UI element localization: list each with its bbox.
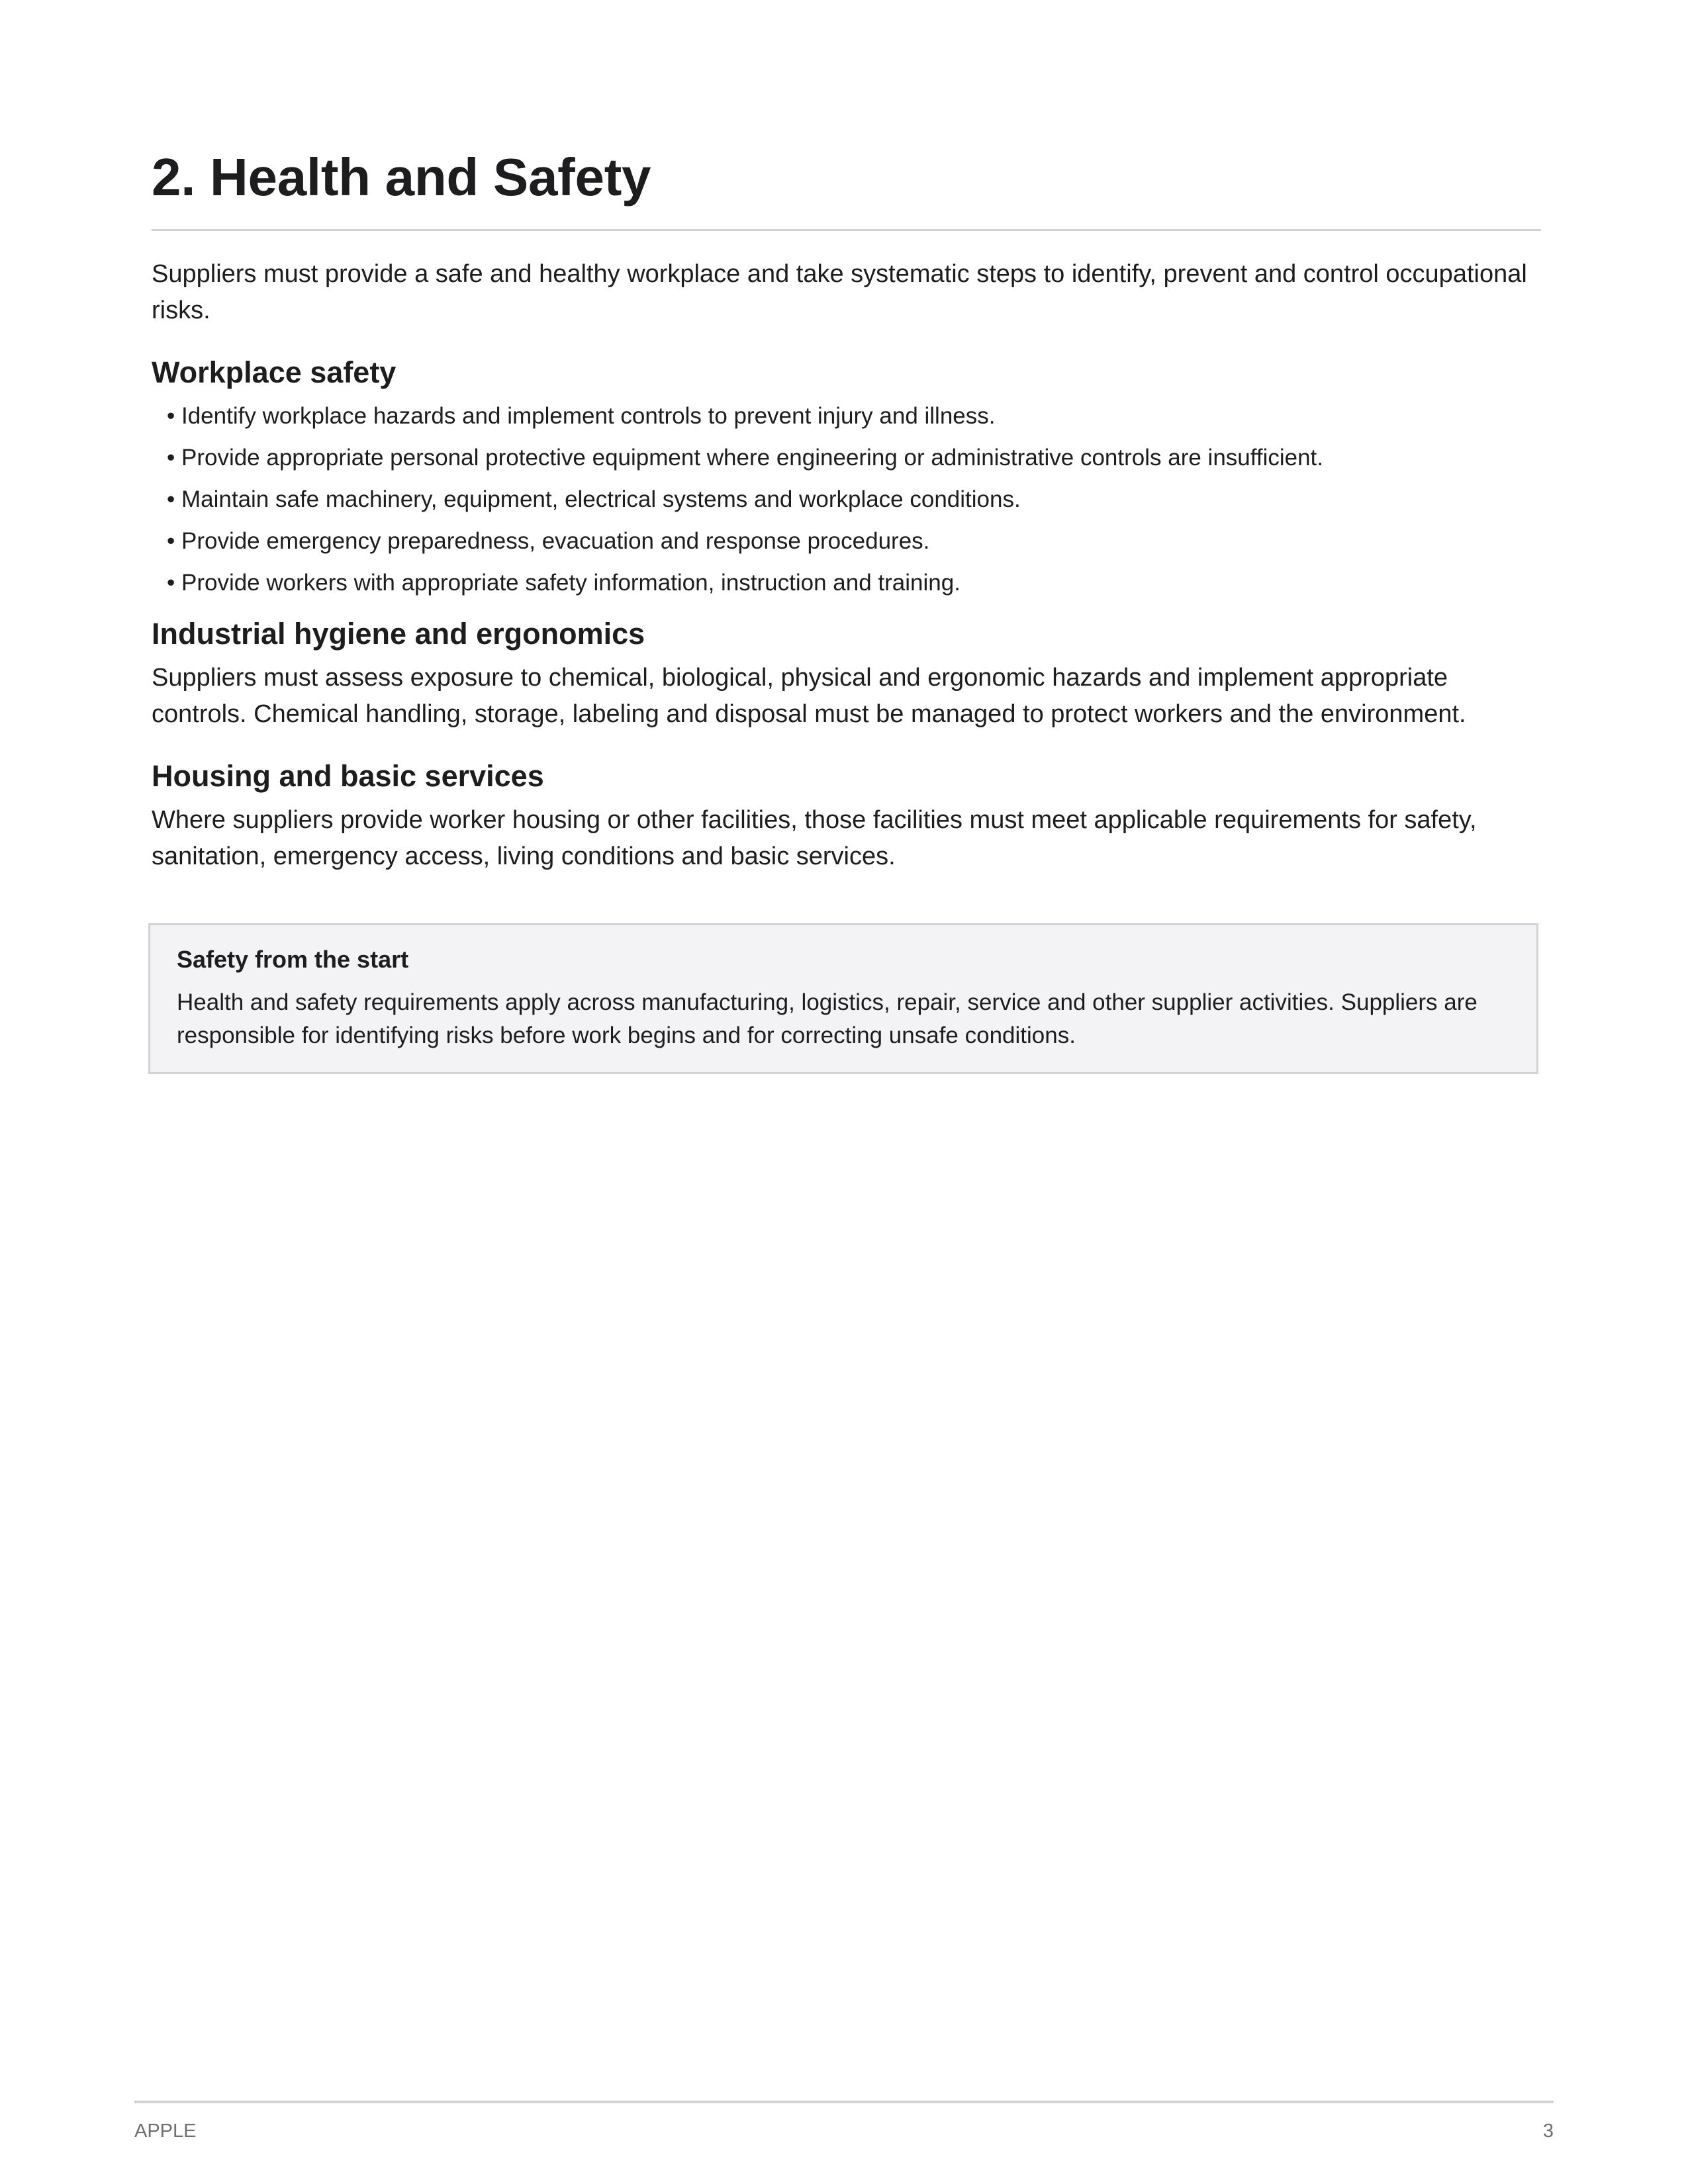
workplace-safety-heading: Workplace safety [152, 355, 397, 389]
industrial-hygiene-paragraph: Suppliers must assess exposure to chemical, biological, physical and ergonomic hazards and implement appropriate controls. Chemical handling, storage, labeling and disposal must be managed to protect workers and the environment. [152, 664, 1466, 728]
industrial-hygiene-heading: Industrial hygiene and ergonomics [152, 617, 645, 651]
footer-brand: APPLE [134, 2120, 197, 2142]
list-item: • Maintain safe machinery, equipment, electrical systems and workplace conditions. [167, 486, 1021, 512]
list-item: • Provide emergency preparedness, evacuation and response procedures. [167, 528, 930, 554]
list-item: • Provide appropriate personal protective equipment where engineering or administrative controls are insufficient. [167, 445, 1324, 471]
page-title: 2. Health and Safety [152, 148, 651, 206]
page-number: 3 [1542, 2120, 1554, 2142]
housing-heading: Housing and basic services [152, 759, 544, 793]
list-item: • Provide workers with appropriate safety information, instruction and training. [167, 570, 961, 596]
callout-body: Health and safety requirements apply across manufacturing, logistics, repair, service and other supplier activities. Suppliers are responsible for identifying risks before work begins and for correcting unsafe conditions. [177, 989, 1477, 1048]
workplace-safety-list [152, 400, 1542, 600]
footer-divider [134, 2101, 1554, 2103]
title-divider [152, 229, 1541, 231]
document-page [152, 146, 1542, 875]
callout-title: Safety from the start [177, 946, 409, 973]
intro-paragraph: Suppliers must provide a safe and healthy workplace and take systematic steps to identify, prevent and control occupational risks. [152, 260, 1527, 324]
safety-callout-box [148, 923, 1538, 1074]
list-item: • Identify workplace hazards and implement controls to prevent injury and illness. [167, 403, 996, 429]
housing-paragraph: Where suppliers provide worker housing or other facilities, those facilities must meet applicable requirements for safety, sanitation, emergency access, living conditions and basic services. [152, 806, 1477, 870]
